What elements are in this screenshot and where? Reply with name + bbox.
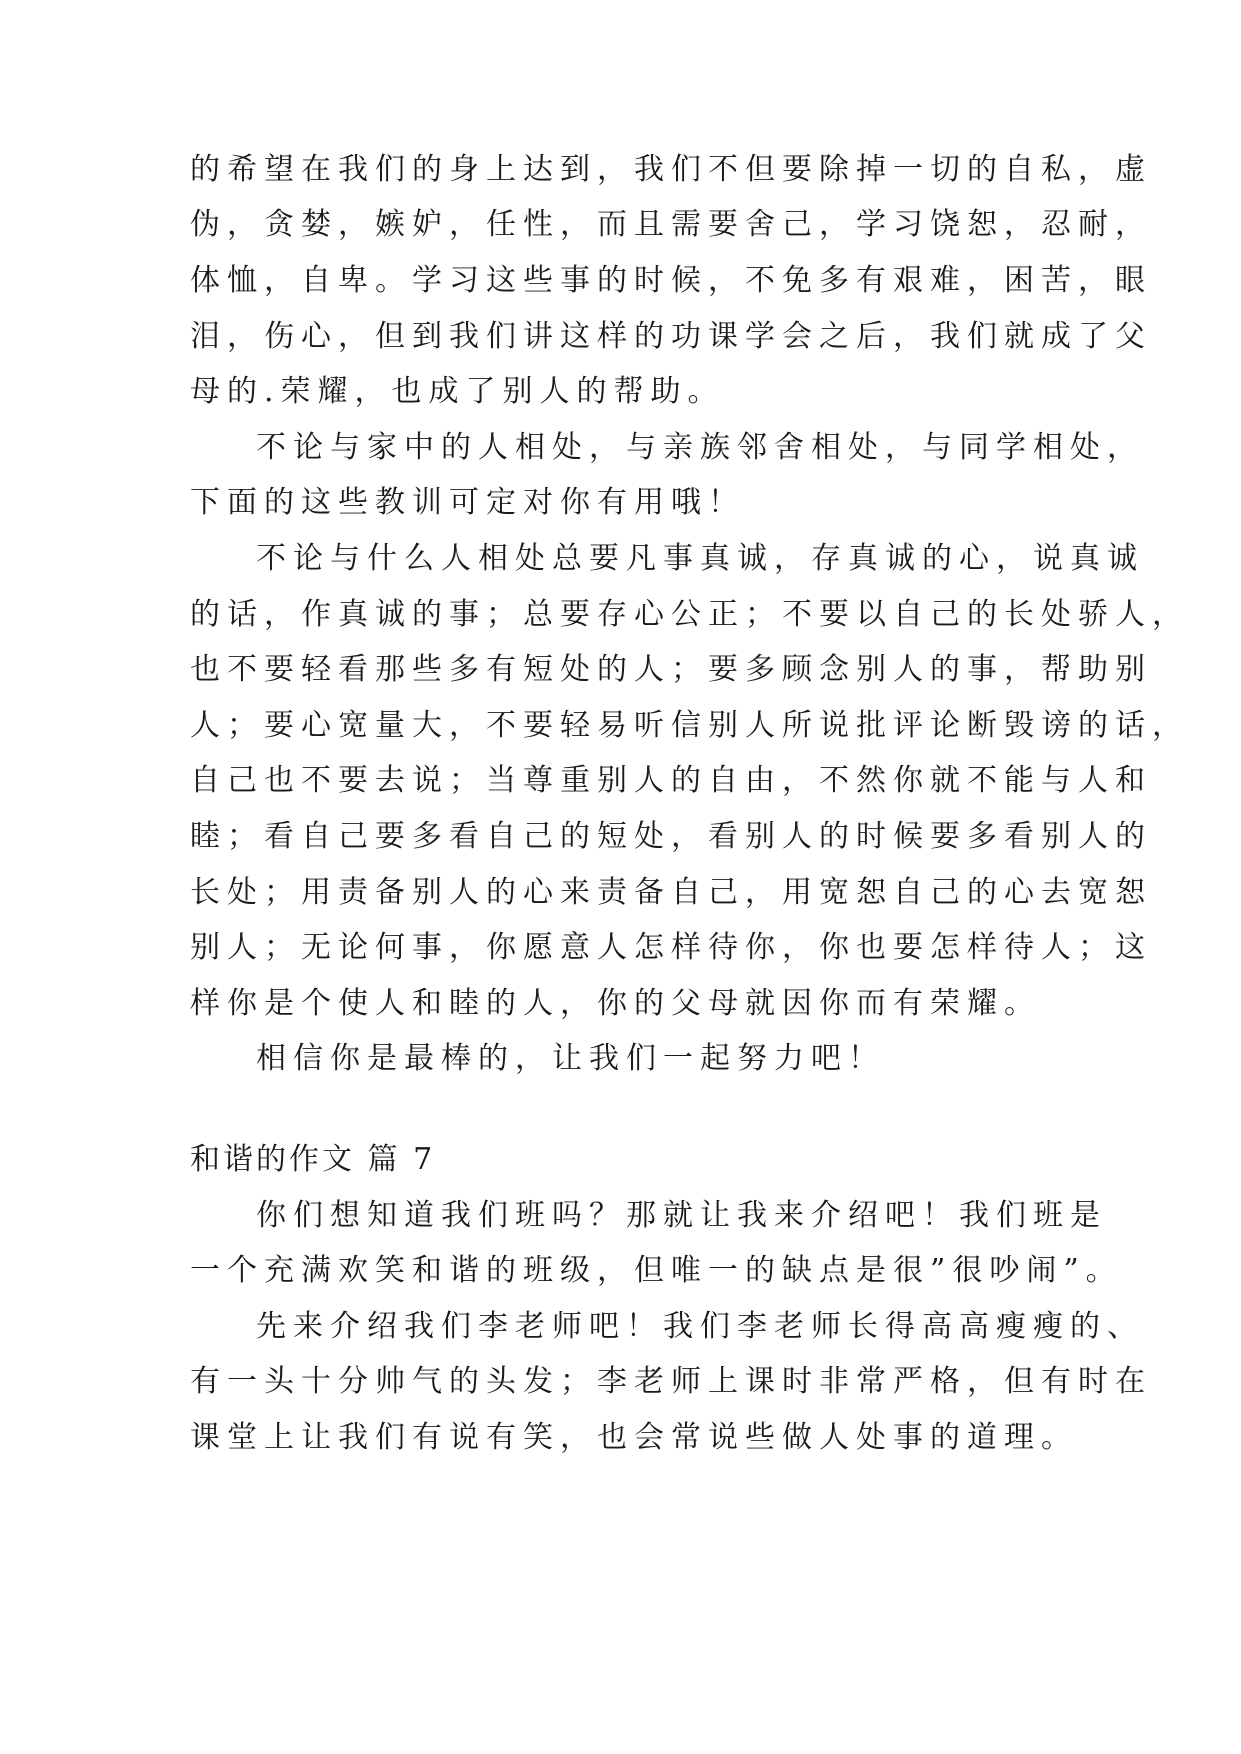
text-line: 长处；用责备别人的心来责备自己，用宽恕自己的心去宽恕 xyxy=(190,875,1152,910)
section-heading: 和谐的作文 篇 7 xyxy=(190,1142,436,1177)
text-line: 样你是个使人和睦的人，你的父母就因你而有荣耀。 xyxy=(190,986,1041,1021)
text-line: 的希望在我们的身上达到，我们不但要除掉一切的自私，虚 xyxy=(190,152,1152,187)
text-line: 人；要心宽量大，不要轻易听信别人所说批评论断毁谤的话， xyxy=(190,708,1189,743)
text-line: 先来介绍我们李老师吧！我们李老师长得高高瘦瘦的、 xyxy=(256,1309,1144,1344)
text-line: 不论与什么人相处总要凡事真诚，存真诚的心，说真诚 xyxy=(256,541,1144,576)
text-line: 下面的这些教训可定对你有用哦！ xyxy=(190,485,745,520)
text-line: 不论与家中的人相处，与亲族邻舍相处，与同学相处， xyxy=(256,430,1144,465)
text-line: 课堂上让我们有说有笑，也会常说些做人处事的道理。 xyxy=(190,1420,1078,1455)
text-line: 别人；无论何事，你愿意人怎样待你，你也要怎样待人；这 xyxy=(190,930,1152,965)
text-line: 伪，贪婪，嫉妒，任性，而且需要舍己，学习饶恕，忍耐， xyxy=(190,207,1152,242)
text-line: 自己也不要去说；当尊重别人的自由，不然你就不能与人和 xyxy=(190,763,1152,798)
text-line: 体恤，自卑。学习这些事的时候，不免多有艰难，困苦，眼 xyxy=(190,263,1152,298)
text-line: 一个充满欢笑和谐的班级，但唯一的缺点是很”很吵闹”。 xyxy=(190,1253,1123,1288)
text-line: 你们想知道我们班吗？那就让我来介绍吧！我们班是 xyxy=(256,1198,1107,1233)
text-line: 睦；看自己要多看自己的短处，看别人的时候要多看别人的 xyxy=(190,819,1152,854)
text-line: 相信你是最棒的，让我们一起努力吧！ xyxy=(256,1041,885,1076)
text-line: 的话，作真诚的事；总要存心公正；不要以自己的长处骄人， xyxy=(190,597,1189,632)
text-line: 母的.荣耀，也成了别人的帮助。 xyxy=(190,374,725,409)
text-line: 有一头十分帅气的头发；李老师上课时非常严格，但有时在 xyxy=(190,1364,1152,1399)
text-line: 也不要轻看那些多有短处的人；要多顾念别人的事，帮助别 xyxy=(190,652,1152,687)
text-line: 泪，伤心，但到我们讲这样的功课学会之后，我们就成了父 xyxy=(190,319,1152,354)
